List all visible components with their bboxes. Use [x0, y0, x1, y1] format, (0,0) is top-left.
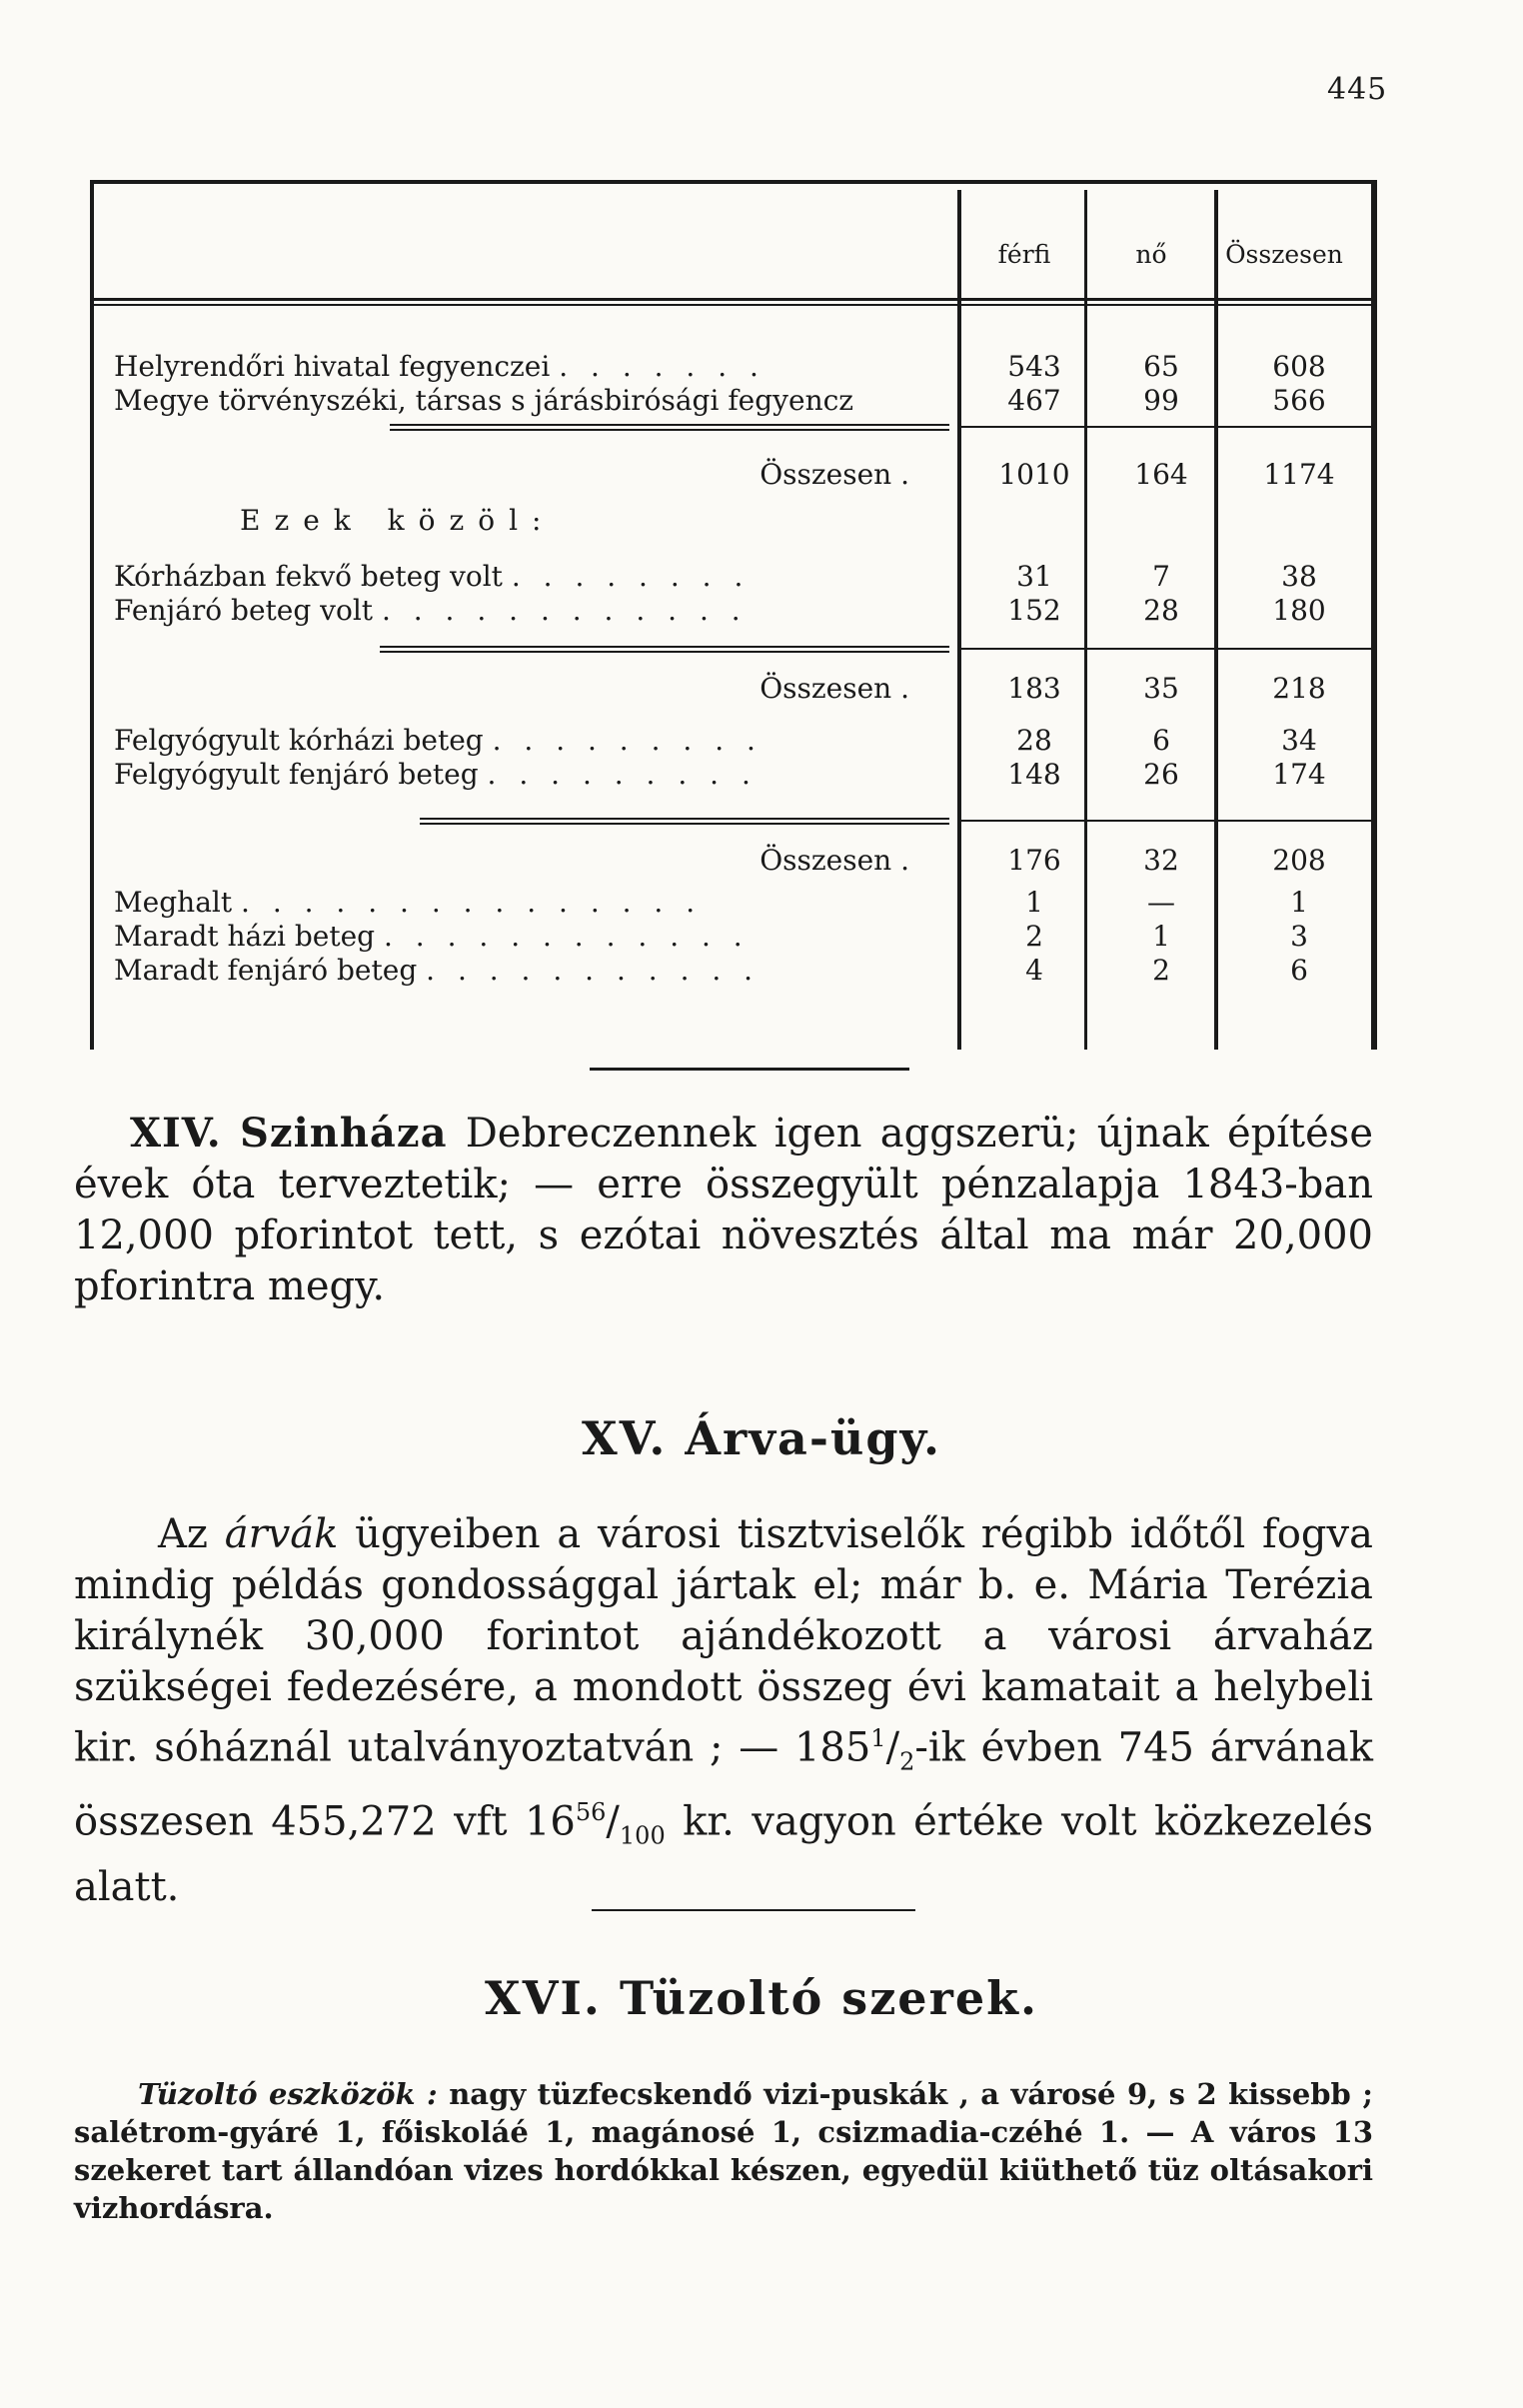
section-15-title: XV. Árva-ügy. [582, 1411, 941, 1465]
among-them-label: Ezek közöl: [240, 504, 556, 537]
table-row: Kórházban fekvő beteg volt . . . . . . . . [114, 560, 751, 593]
section-14-numeral: XIV. [130, 1110, 222, 1157]
cell-men: 31 [1016, 560, 1052, 593]
cell-men: 28 [1016, 724, 1052, 757]
subtotal-women: 164 [1134, 458, 1188, 491]
cell-men: 4 [1025, 954, 1043, 987]
cell-total: 3 [1290, 920, 1308, 953]
cell-men: 148 [1007, 758, 1061, 791]
section-16-note: Tüzoltó eszközök : nagy tüzfecskendő vizi-puskák , a városé 9, s 2 kissebb ; salétrom-gyáré 1, főiskoláé 1, magánosé 1, csizmadia-czéhé 1. — A város 13 szekeret tart állandóan vizes hordókkal készen, egyedül kiüthető tüz oltásakori vizhordásra. [74, 2077, 1373, 2225]
table-row: Maradt fenjáró beteg . . . . . . . . . . . [114, 954, 761, 987]
cell-men: 543 [1007, 350, 1061, 383]
table-row: Megye törvényszéki, társas s járásbirósági fegyencz [114, 384, 854, 417]
subtotal-women: 35 [1143, 672, 1179, 705]
cell-men: 467 [1007, 384, 1061, 417]
cell-women: 2 [1152, 954, 1170, 987]
subtotal-total: 218 [1272, 672, 1326, 705]
section-14-paragraph [74, 1108, 1373, 1312]
cell-women: 1 [1152, 920, 1170, 953]
subtotal-label: Összesen . [760, 672, 909, 705]
cell-women: 99 [1143, 384, 1179, 417]
section-14-text: Debreczennek igen aggszerü; újnak építése évek óta terveztetik; — erre összegyült pénzalapja 1843-ban 12,000 pforintot tett, s ezótai növesztés által ma már 20,000 pforintra megy. [74, 1111, 1373, 1309]
cell-total: 6 [1290, 954, 1308, 987]
table-row: Felgyógyult kórházi beteg . . . . . . . . . [114, 724, 762, 757]
section-14-heading: Szinháza [239, 1110, 448, 1157]
cell-total: 1 [1290, 886, 1308, 919]
cell-total: 38 [1281, 560, 1317, 593]
header-women: nő [1135, 240, 1167, 269]
subtotal-women: 32 [1143, 844, 1179, 877]
subtotal-total: 1174 [1263, 458, 1335, 491]
table-row: Felgyógyult fenjáró beteg . . . . . . . . . [114, 758, 758, 791]
page-number: 445 [1327, 72, 1388, 107]
cell-total: 174 [1272, 758, 1326, 791]
subtotal-label: Összesen . [760, 458, 909, 491]
header-men: férfi [997, 240, 1051, 269]
cell-women: 65 [1143, 350, 1179, 383]
cell-women: 7 [1152, 560, 1170, 593]
section-divider [592, 1909, 915, 1911]
section-divider [590, 1068, 909, 1071]
cell-women: 26 [1143, 758, 1179, 791]
subtotal-total: 208 [1272, 844, 1326, 877]
table-row: Meghalt . . . . . . . . . . . . . . . [114, 886, 703, 919]
cell-total: 608 [1272, 350, 1326, 383]
cell-men: 1 [1025, 886, 1043, 919]
statistics-table [90, 180, 1377, 1050]
cell-women: 6 [1152, 724, 1170, 757]
table-row: Maradt házi beteg . . . . . . . . . . . . [114, 920, 750, 953]
table-row: Fenjáró beteg volt . . . . . . . . . . . . [114, 594, 748, 627]
cell-total: 566 [1272, 384, 1326, 417]
header-total: Összesen [1225, 240, 1343, 269]
cell-men: 2 [1025, 920, 1043, 953]
cell-total: 34 [1281, 724, 1317, 757]
subtotal-label: Összesen . [760, 844, 909, 877]
cell-men: 152 [1007, 594, 1061, 627]
cell-women: — [1147, 886, 1175, 919]
cell-total: 180 [1272, 594, 1326, 627]
section-15-paragraph: Az árvák ügyeiben a városi tisztviselők régibb időtől fogva mindig példás gondossággal jártak el; már b. e. Mária Terézia királynék 30,000 forintot ajándékozott a városi árvaház szükségei fedezésére, a mondott összeg évi kamatait a helybeli kir. sóháznál utalványoztatván ; — $185^1/_2-ik$ évben 745 árvának összesen 455,272 vft $16^{56}/_{100}$ kr. vagyon értéke volt közkezelés alatt. [74, 1511, 1373, 1910]
subtotal-men: 176 [1007, 844, 1061, 877]
cell-women: 28 [1143, 594, 1179, 627]
table-row: Helyrendőri hivatal fegyenczei . . . . . . . [114, 350, 765, 383]
subtotal-men: 183 [1007, 672, 1061, 705]
subtotal-men: 1010 [998, 458, 1070, 491]
section-16-title: XVI. Tüzoltó szerek. [485, 1971, 1038, 2025]
